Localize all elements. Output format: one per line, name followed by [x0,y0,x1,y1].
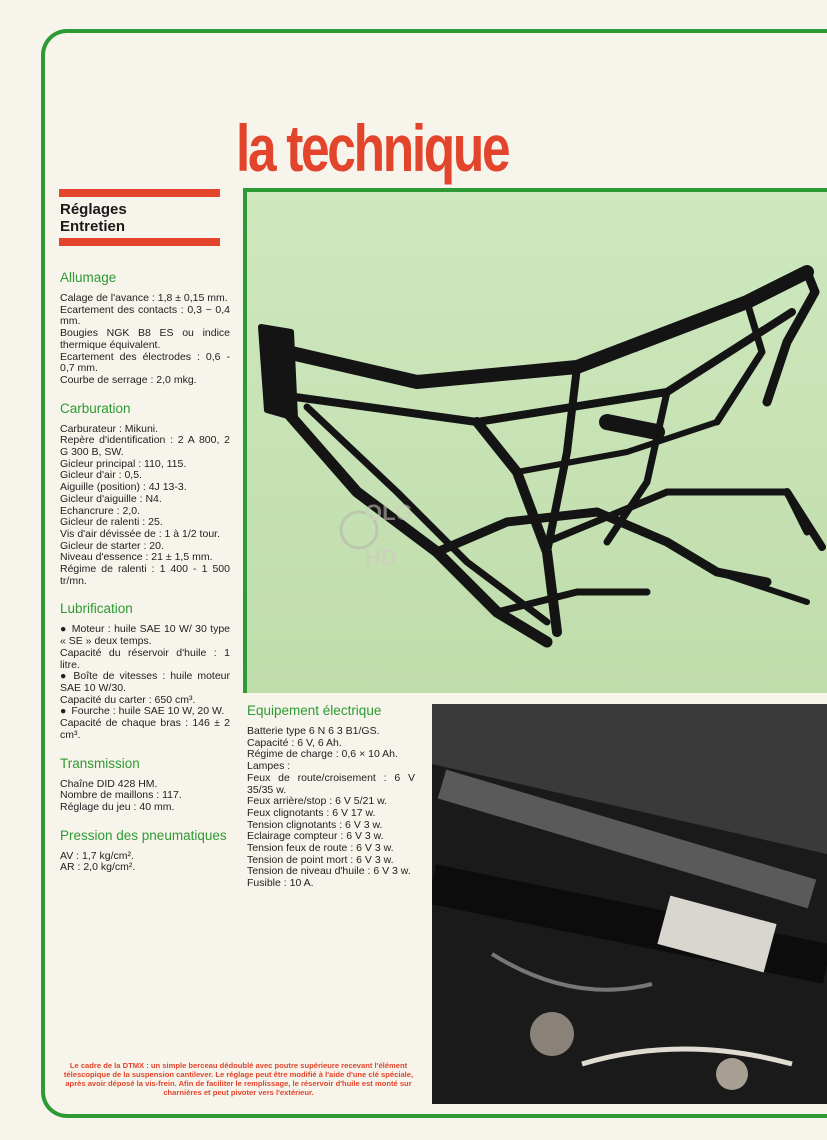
spec-line: Tension clignotants : 6 V 3 w. [247,818,383,831]
spec-line: Ecartement des contacts : 0,3 ~ 0,4 mm. [60,303,230,328]
spec-line: Gicleur principal : 110, 115. [60,457,187,470]
spec-line: Aiguille (position) : 4J 13-3. [60,481,187,494]
spec-line: Gicleur d'aiguille : N4. [60,492,162,505]
spec-heading: Pression des pneumatiques [60,827,227,843]
page-title: la technique [236,111,509,185]
spec-line: Capacité du carter : 650 cm³. [60,693,196,706]
spec-line: Batterie type 6 N 6 3 B1/GS. [247,725,380,737]
watermark-logo [335,490,425,575]
engine-detail-illustration [432,704,827,1104]
spec-heading: Equipement électrique [247,703,382,718]
spec-line: Fusible : 10 A. [247,877,314,890]
watermark-text-top: OLG [365,500,413,525]
spec-line: Niveau d'essence : 21 ± 1,5 mm. [60,551,213,564]
spec-line: Bougies NGK B8 ES ou indice thermique équivalent. [60,327,230,351]
spec-line: Tension feux de route : 6 V 3 w. [247,842,394,855]
spec-line: Tension de point mort : 6 V 3 w. [247,853,394,866]
motorcycle-frame-illustration [247,192,827,693]
section-rule-bottom [59,238,220,246]
spec-heading: Allumage [60,270,117,285]
spec-line: Carburateur : Mikuni. [60,422,159,435]
spec-line: Régime de ralenti : 1 400 - 1 500 tr/mn. [60,563,230,587]
spec-line: Capacité de chaque bras : 146 ± 2 cm³. [60,717,230,741]
spec-line: Tension de niveau d'huile : 6 V 3 w. [247,865,411,878]
spec-line: Ecartement des électrodes : 0,6 - 0,7 mm. [60,350,230,375]
spec-line: ● Moteur : huile SAE 10 W/ 30 type « SE » deux temps. [60,624,230,647]
spec-heading: Carburation [60,400,131,416]
engine-photo [432,704,827,1104]
spec-line: AV : 1,7 kg/cm². [60,849,134,862]
spec-list [60,424,230,588]
spec-list [60,624,230,741]
spec-line: Gicleur de ralenti : 25. [60,516,163,529]
specs-column-left [60,270,230,888]
spec-list [247,726,415,890]
spec-line: Réglage du jeu : 40 mm. [60,800,175,813]
specs-column-right [247,703,415,904]
spec-line: Feux clignotants : 6 V 17 w. [247,806,376,819]
spec-list [60,293,230,387]
section-heading-line2: Entretien [60,218,126,235]
spec-line: Gicleur de starter : 20. [60,539,164,552]
spec-line: Lampes : [247,760,291,773]
spec-line: Repère d'identification : 2 A 800, 2 G 300 B, SW. [60,434,230,459]
spec-list [60,779,230,814]
spec-line: Chaîne DID 428 HM. [60,777,158,790]
spec-line: Capacité du réservoir d'huile : 1 litre. [60,646,230,671]
spec-line: Calage de l'avance : 1,8 ± 0,15 mm. [60,292,228,304]
watermark-text-bottom: HD [365,545,397,570]
spec-line: Eclairage compteur : 6 V 3 w. [247,830,384,843]
spec-line: Feux de route/croisement : 6 V 35/35 w. [247,771,415,796]
section-heading [60,201,127,235]
spec-list [60,851,230,874]
section-rule-top [59,189,220,197]
spec-line: Vis d'air dévissée de : 1 à 1/2 tour. [60,527,220,540]
spec-line: ● Boîte de vitesses : huile moteur SAE 10 W/30. [60,671,230,694]
spec-heading: Transmission [60,755,140,771]
spec-heading: Lubrification [60,601,133,617]
spec-line: Nombre de maillons : 117. [60,789,182,802]
spec-line: AR : 2,0 kg/cm². [60,861,136,874]
spec-line: Courbe de serrage : 2,0 mkg. [60,373,197,386]
frame-photo [243,188,827,693]
section-heading-line1: Réglages [60,201,127,218]
spec-line: Régime de charge : 0,6 × 10 Ah. [247,748,398,761]
spec-line: Gicleur d'air : 0,5. [60,469,142,482]
spec-line: ● Fourche : huile SAE 10 W, 20 W. [60,706,230,718]
spec-line: Feux arrière/stop : 6 V 5/21 w. [247,795,388,808]
spec-line: Capacité : 6 V, 6 Ah. [247,736,342,749]
photo-caption: Le cadre de la DTMX : un simple berceau dédoublé avec poutre supérieure recevant l'élément télescopique de la suspension cantilever. Le réglage peut être modifié à l'aide d'une clé spéciale, après avoir déposé la vis-frein. Afin de faciliter le remplissage, le réservoir d'huile est monté sur charnières et peut pivoter vers l'extérieur. [63,1061,414,1097]
spec-line: Echancrure : 2,0. [60,504,140,517]
